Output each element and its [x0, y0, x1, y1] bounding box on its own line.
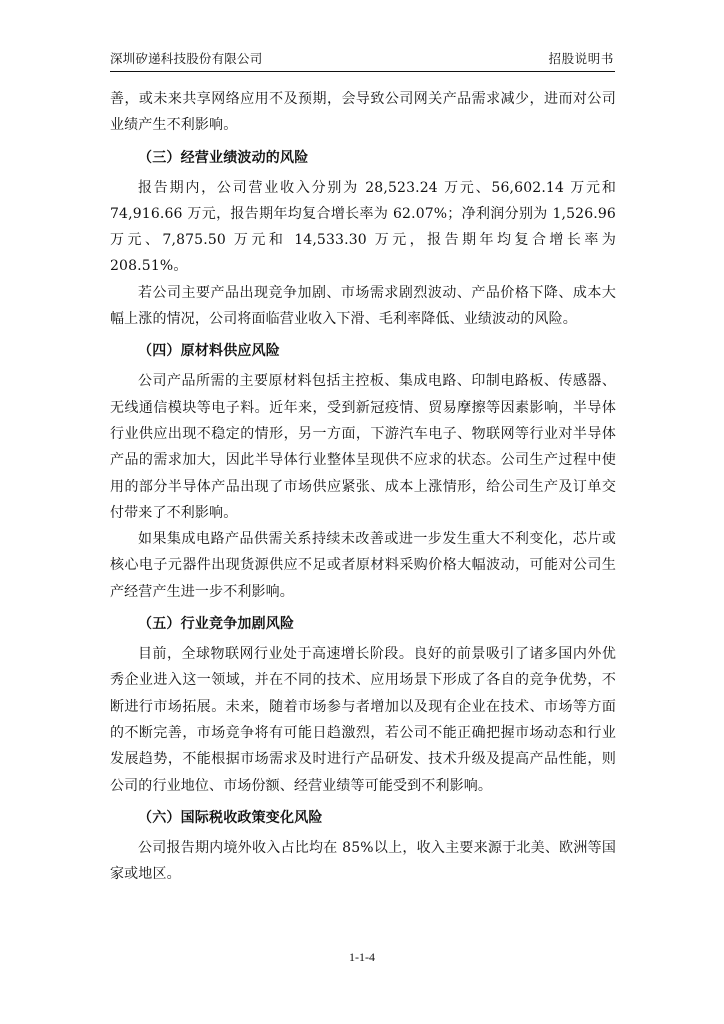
paragraph-continued: 善，或未来共享网络应用不及预期，会导致公司网关产品需求减少，进而对公司业绩产生不利影响。	[110, 91, 616, 134]
paragraph-revenue: 报告期内，公司营业收入分别为 28,523.24 万元、56,602.14 万元和 74,916.66 万元，报告期年均复合增长率为 62.07%；净利润分别为 1,526.96 万元、7,875.50 万元和 14,533.30 万元，报告期年均复合增长率为 208.51%。	[110, 179, 616, 275]
paragraph-performance-risk: 若公司主要产品出现竞争加剧、市场需求剧烈波动、产品价格下降、成本大幅上涨的情况，公司将面临营业收入下滑、毛利率降低、业绩波动的风险。	[110, 284, 616, 328]
section-heading-3: （三）经营业绩波动的风险	[138, 149, 309, 166]
header-divider	[110, 71, 615, 72]
section-heading-4: （四）原材料供应风险	[138, 343, 280, 360]
paragraph-competition: 目前，全球物联网行业处于高速增长阶段。良好的前景吸引了诸多国内外优秀企业进入这一领域，并在不同的技术、应用场景下形成了各自的竞争优势，不断进行市场拓展。未来，随着市场参与者增加以及现有企业在技术、市场等方面的不断完善，市场竞争将有可能日趋激烈，若公司不能正确把握市场动态和行业发展趋势，不能根据市场需求及时进行产品研发、技术升级及提高产品性能，则公司的行业地位、市场份额、经营业绩等可能受到不利影响。	[110, 646, 616, 794]
header-company-name: 深圳矽递科技股份有限公司	[110, 51, 263, 66]
document-body	[110, 86, 616, 887]
paragraph-tax-policy: 公司报告期内境外收入占比均在 85%以上，收入主要来源于北美、欧洲等国家或地区。	[110, 839, 616, 883]
paragraph-materials-risk: 如果集成电路产品供需关系持续未改善或进一步发生重大不利变化，芯片或核心电子元器件出现货源供应不足或者原材料采购价格大幅波动，可能对公司生产经营产生进一步不利影响。	[110, 531, 616, 600]
section-heading-6: （六）国际税收政策变化风险	[138, 809, 323, 826]
page-number: 1-1-4	[349, 950, 375, 964]
paragraph-materials: 公司产品所需的主要原材料包括主控板、集成电路、印制电路板、传感器、无线通信模块等电子料。近年来，受到新冠疫情、贸易摩擦等因素影响，半导体行业供应出现不稳定的情形，另一方面，下游汽车电子、物联网等行业对半导体产品的需求加大，因此半导体行业整体呈现供不应求的状态。公司生产过程中使用的部分半导体产品出现了市场供应紧张、成本上涨情形，给公司生产及订单交付带来了不利影响。	[110, 373, 616, 521]
section-heading-5: （五）行业竞争加剧风险	[138, 616, 295, 633]
header-document-type: 招股说明书	[548, 51, 614, 66]
